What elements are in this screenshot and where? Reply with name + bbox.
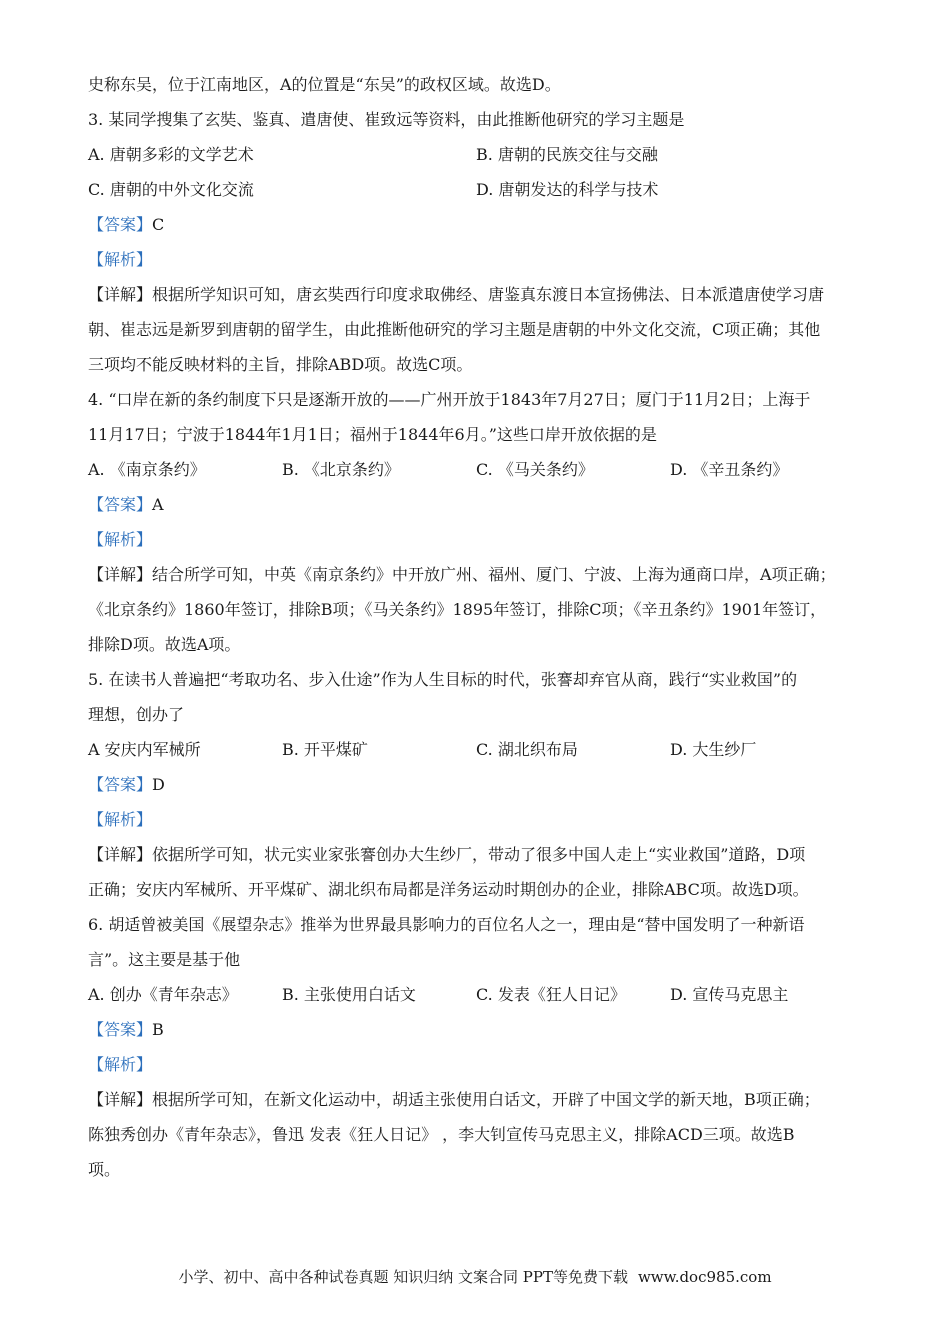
q6-options bbox=[88, 984, 868, 1006]
intro-line: 史称东吴，位于江南地区，A的位置是“东吴”的政权区域。故选D。 bbox=[88, 75, 561, 94]
q5-detail-line-1 bbox=[88, 844, 868, 866]
q3-option-d: D. 唐朝发达的科学与技术 bbox=[476, 180, 659, 199]
q3-stem: 3. 某同学搜集了玄奘、鉴真、遣唐使、崔致远等资料，由此推断他研究的学习主题是 bbox=[88, 110, 685, 129]
answer-tag: 【答案】 bbox=[88, 495, 153, 514]
q6-stem-line-2: 言”。这主要是基于他 bbox=[88, 950, 241, 969]
q3-option-a: A. 唐朝多彩的文学艺术 bbox=[88, 145, 254, 164]
footer-site-link[interactable]: www.doc985.com bbox=[637, 1268, 772, 1286]
page-footer bbox=[0, 1266, 950, 1287]
q6-option-c: C. 发表《狂人日记》 bbox=[476, 985, 626, 1004]
answer-tag: 【答案】 bbox=[88, 775, 153, 794]
answer-value: A bbox=[152, 495, 164, 514]
detail-tag: 【详解】 bbox=[88, 565, 153, 584]
q6-detail-line-1 bbox=[88, 1089, 868, 1111]
q4-detail-line-3: 排除D项。故选A项。 bbox=[88, 635, 241, 654]
q4-answer bbox=[88, 494, 868, 516]
q4-analysis-tag: 【解析】 bbox=[88, 530, 153, 549]
q3-detail-line-1 bbox=[88, 284, 868, 306]
q5-option-d: D. 大生纱厂 bbox=[670, 740, 757, 759]
q6-stem-line-1: 6. 胡适曾被美国《展望杂志》推举为世界最具影响力的百位名人之一，理由是“替中国发明了一种新语 bbox=[88, 915, 805, 934]
q3-options-row2 bbox=[88, 179, 868, 201]
q5-analysis-tag: 【解析】 bbox=[88, 810, 153, 829]
q6-option-a: A. 创办《青年杂志》 bbox=[88, 985, 238, 1004]
q4-option-b: B. 《北京条约》 bbox=[282, 460, 400, 479]
detail-text: 依据所学可知，状元实业家张謇创办大生纱厂，带动了很多中国人走上“实业救国”道路，D项 bbox=[152, 845, 806, 864]
answer-tag: 【答案】 bbox=[88, 215, 153, 234]
q3-analysis-tag: 【解析】 bbox=[88, 250, 153, 269]
detail-text: 结合所学可知，中英《南京条约》中开放广州、福州、厦门、宁波、上海为通商口岸，A项正确； bbox=[152, 565, 836, 584]
q4-option-c: C. 《马关条约》 bbox=[476, 460, 594, 479]
q6-detail-line-3: 项。 bbox=[88, 1160, 121, 1179]
q5-stem-line-1: 5. 在读书人普遍把“考取功名、步入仕途”作为人生目标的时代，张謇却弃官从商，践行“实业救国”的 bbox=[88, 670, 798, 689]
footer-text: 小学、初中、高中各种试卷真题 知识归纳 文案合同 PPT等免费下载 bbox=[178, 1268, 628, 1286]
detail-tag: 【详解】 bbox=[88, 285, 153, 304]
q5-detail-line-2: 正确；安庆内军械所、开平煤矿、湖北织布局都是洋务运动时期创办的企业，排除ABC项。故选D项。 bbox=[88, 880, 809, 899]
detail-tag: 【详解】 bbox=[88, 845, 153, 864]
q6-analysis-tag: 【解析】 bbox=[88, 1055, 153, 1074]
q5-options bbox=[88, 739, 868, 761]
answer-value: D bbox=[152, 775, 165, 794]
q4-options bbox=[88, 459, 868, 481]
q6-option-d: D. 宣传马克思主 bbox=[670, 985, 789, 1004]
answer-value: B bbox=[152, 1020, 164, 1039]
answer-tag: 【答案】 bbox=[88, 1020, 153, 1039]
answer-value: C bbox=[152, 215, 165, 234]
q3-answer bbox=[88, 214, 868, 236]
q5-option-c: C. 湖北织布局 bbox=[476, 740, 578, 759]
q5-option-a: A 安庆内军械所 bbox=[88, 740, 201, 759]
detail-tag: 【详解】 bbox=[88, 1090, 153, 1109]
detail-text: 根据所学知识可知，唐玄奘西行印度求取佛经、唐鉴真东渡日本宣扬佛法、日本派遣唐使学习唐 bbox=[152, 285, 825, 304]
q4-option-a: A. 《南京条约》 bbox=[88, 460, 206, 479]
q6-option-b: B. 主张使用白话文 bbox=[282, 985, 416, 1004]
q6-detail-line-2: 陈独秀创办《青年杂志》，鲁迅 发表《狂人日记》 ，李大钊宣传马克思主义，排除ACD三项。故选B bbox=[88, 1125, 795, 1144]
q3-detail-line-3: 三项均不能反映材料的主旨，排除ABD项。故选C项。 bbox=[88, 355, 473, 374]
q3-option-b: B. 唐朝的民族交往与交融 bbox=[476, 145, 658, 164]
q4-stem-line-1: 4. “口岸在新的条约制度下只是逐渐开放的——广州开放于1843年7月27日；厦门于11月2日；上海于 bbox=[88, 390, 811, 409]
q4-option-d: D. 《辛丑条约》 bbox=[670, 460, 789, 479]
q4-detail-line-1 bbox=[88, 564, 868, 586]
q4-stem-line-2: 11月17日；宁波于1844年1月1日；福州于1844年6月。”这些口岸开放依据的是 bbox=[88, 425, 657, 444]
q6-answer bbox=[88, 1019, 868, 1041]
q3-option-c: C. 唐朝的中外文化交流 bbox=[88, 180, 254, 199]
q5-answer bbox=[88, 774, 868, 796]
document-page bbox=[88, 74, 868, 1181]
q3-detail-line-2: 朝、崔志远是新罗到唐朝的留学生，由此推断他研究的学习主题是唐朝的中外文化交流，C项正确；其他 bbox=[88, 320, 821, 339]
detail-text: 根据所学可知，在新文化运动中，胡适主张使用白话文，开辟了中国文学的新天地，B项正确； bbox=[152, 1090, 820, 1109]
q4-detail-line-2: 《北京条约》1860年签订，排除B项；《马关条约》1895年签订，排除C项；《辛丑条约》1901年签订， bbox=[88, 600, 827, 619]
q5-stem-line-2: 理想，创办了 bbox=[88, 705, 185, 724]
q3-options-row1 bbox=[88, 144, 868, 166]
q5-option-b: B. 开平煤矿 bbox=[282, 740, 368, 759]
